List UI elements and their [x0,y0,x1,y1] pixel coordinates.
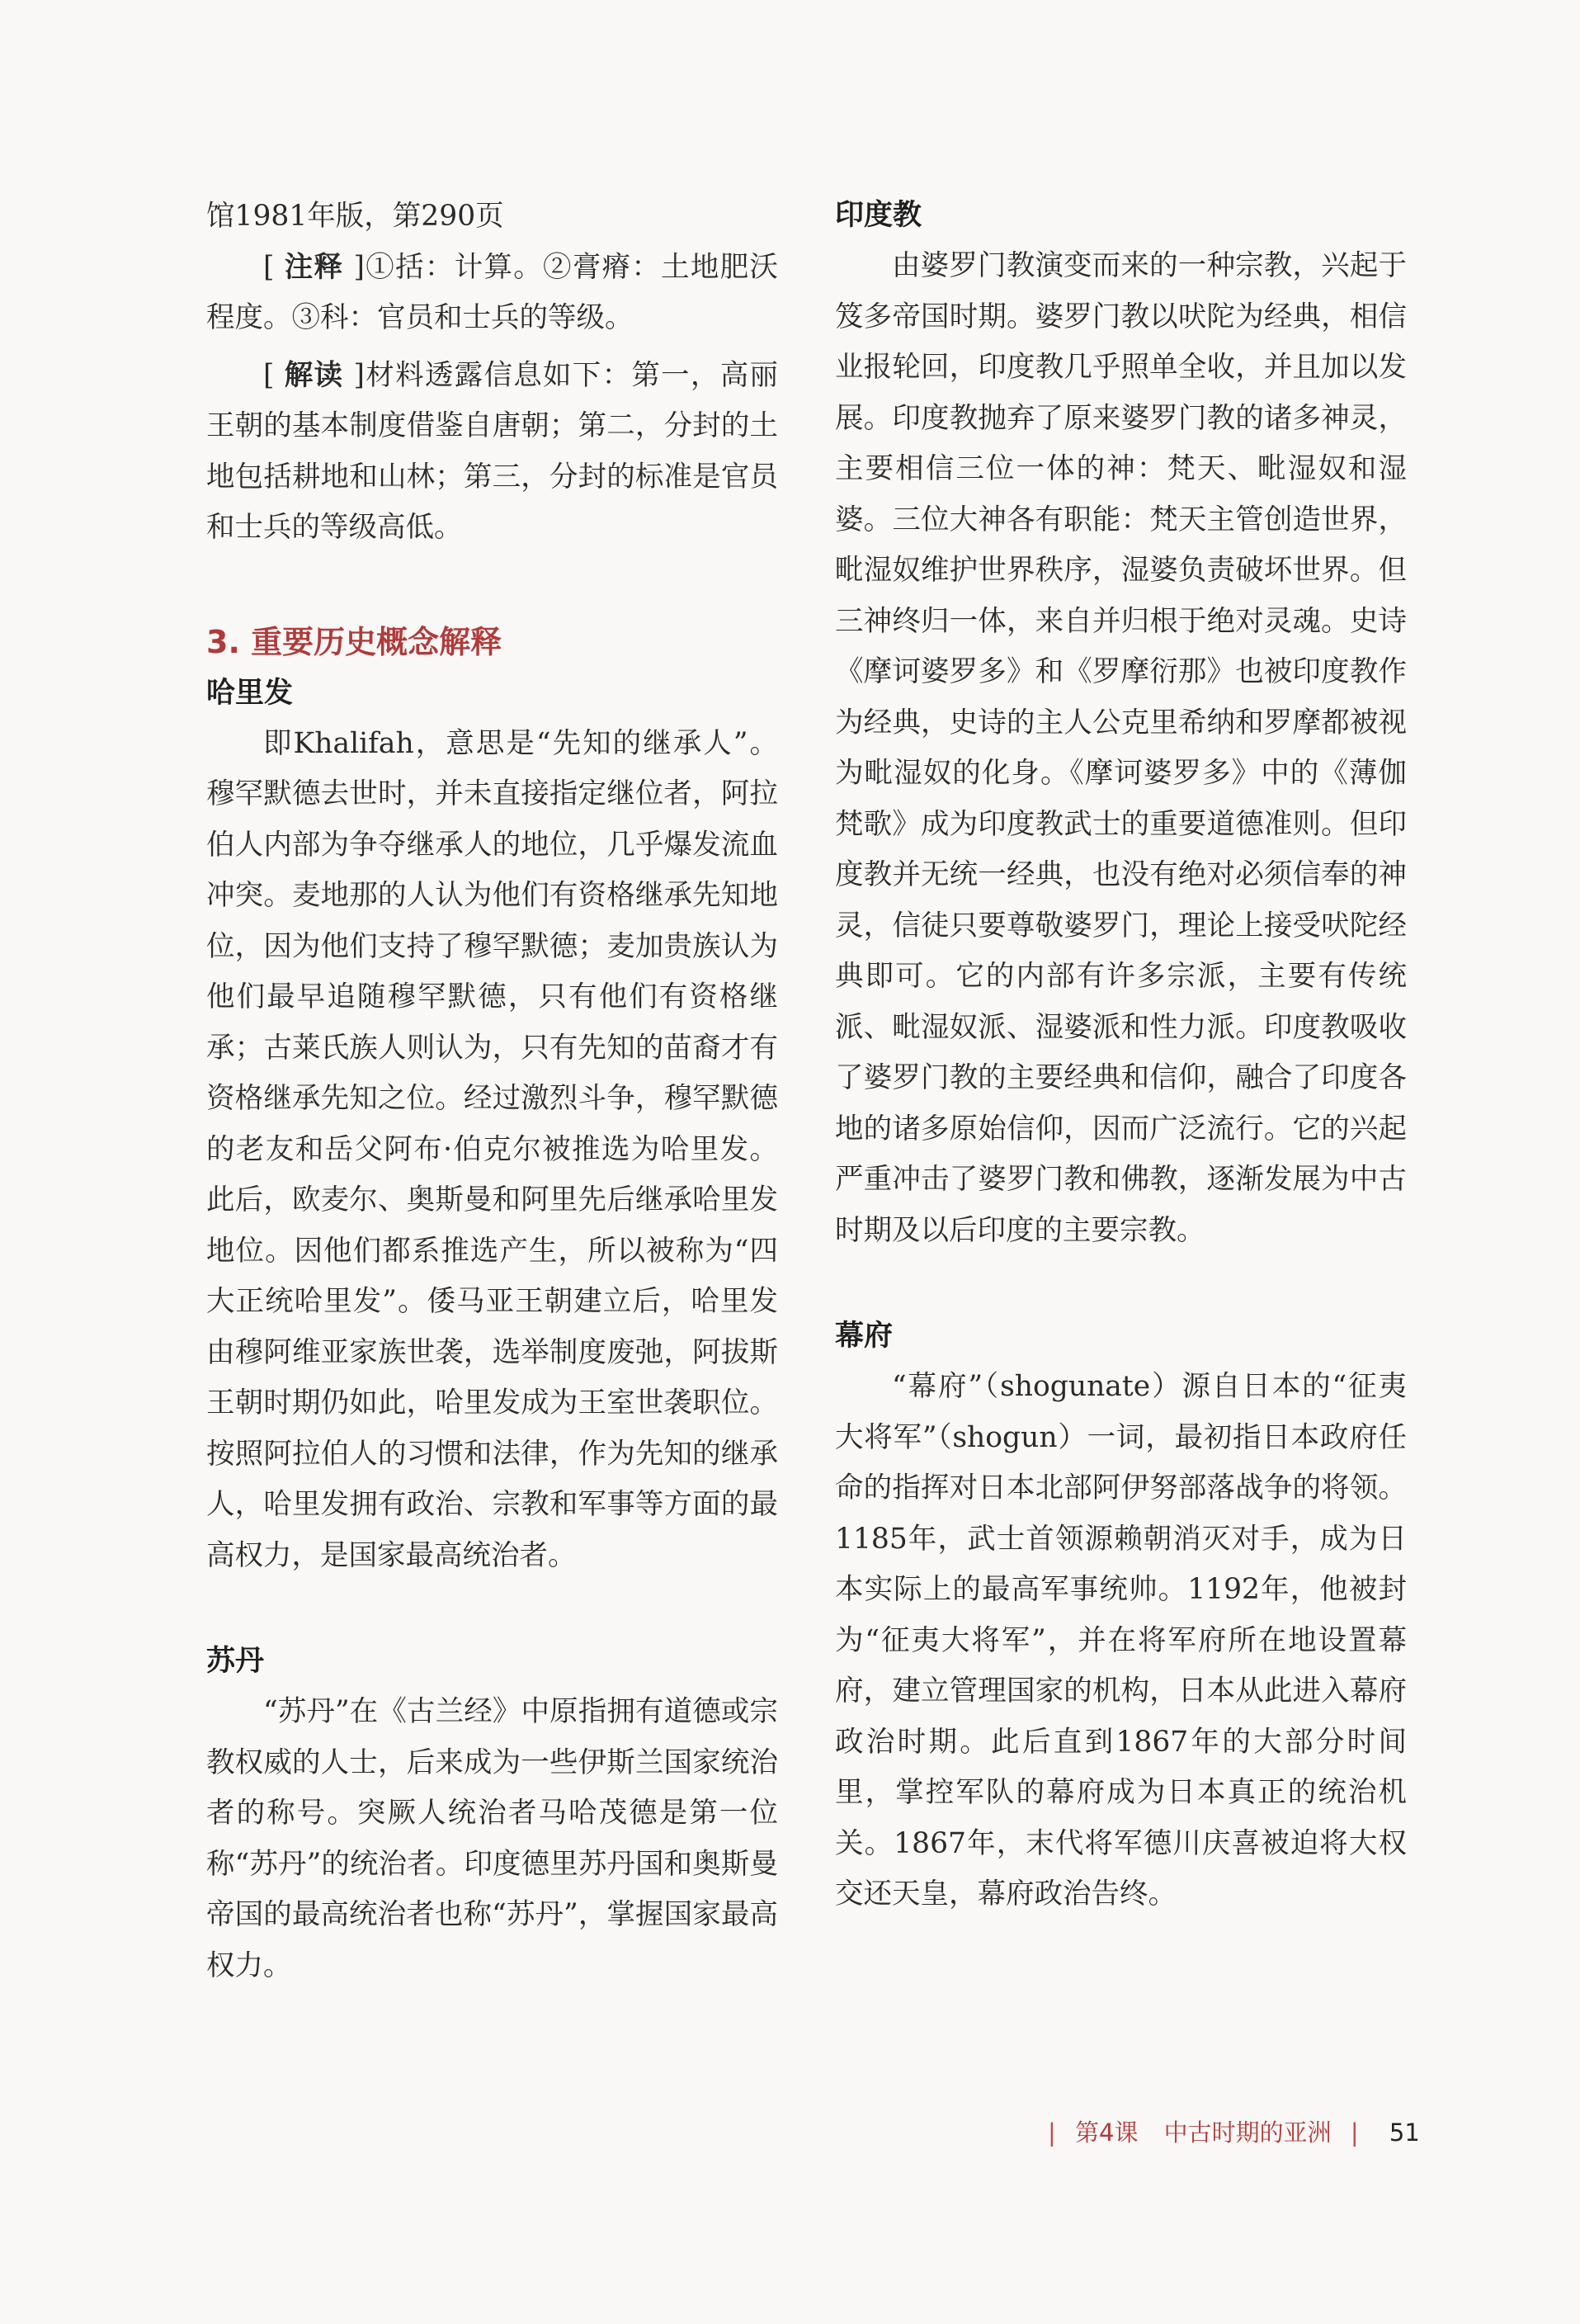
interpretation-paragraph: [ 解读 ]材料透露信息如下：第一，高丽王朝的基本制度借鉴自唐朝；第二，分封的土地包括耕地和山林；第三，分封的标准是官员和士兵的等级高低。 [206,358,779,544]
shogunate-text: “幕府”（shogunate）源自日本的“征夷大将军”（shogun）一词，最初指日本政府任命的指挥对日本北部阿伊努部落战争的将领。1185年，武士首领源赖朝消灭对手，成为日本实际上的最高军事统帅。1192年，他被封为“征夷大将军”，并在将军府所在地设置幕府，建立管理国家的机构，日本从此进入幕府政治时期。此后直到1867年的大部分时间里，掌控军队的幕府成为日本真正的统治机关。1867年，末代将军德川庆喜被迫将大权交还天皇，幕府政治告终。 [835,1370,1407,1911]
annotation-paragraph: [ 注释 ]①括：计算。②膏瘠：土地肥沃程度。③科：官员和士兵的等级。 [206,250,779,334]
sultan-heading: 苏丹 [206,1645,265,1678]
right-column [835,191,1407,1920]
left-column [206,191,778,1991]
sultan-text: “苏丹”在《古兰经》中原指拥有道德或宗教权威的人士，后来成为一些伊斯兰国家统治者的称号。突厥人统治者马哈茂德是第一位称“苏丹”的统治者。印度德里苏丹国和奥斯曼帝国的最高统治者也称“苏丹”，掌握国家最高权力。 [206,1695,778,1982]
caliph-heading: 哈里发 [206,676,294,710]
interpretation-label: 解读 [284,358,344,392]
hinduism-heading: 印度教 [835,199,922,232]
annotation-label: 注释 [284,250,344,284]
section-title: 3. 重要历史概念解释 [206,623,502,660]
footer-divider: | [1048,2119,1056,2147]
annotation-text: ①括：计算。②膏瘠：土地肥沃程度。③科：官员和士兵的等级。 [206,250,779,334]
footer-lesson: 第4课 [1075,2119,1139,2147]
footer-divider: | [1350,2119,1359,2147]
footer-topic: 中古时期的亚洲 [1163,2119,1332,2147]
hinduism-text: 由婆罗门教演变而来的一种宗教，兴起于笈多帝国时期。婆罗门教以吠陀为经典，相信业报轮回，印度教几乎照单全收，并且加以发展。印度教抛弃了原来婆罗门教的诸多神灵，主要相信三位一体的神：梵天、毗湿奴和湿婆。三位大神各有职能：梵天主管创造世界，毗湿奴维护世界秩序，湿婆负责破坏世界。但三神终归一体，来自并归根于绝对灵魂。史诗《摩诃婆罗多》和《罗摩衍那》也被印度教作为经典，史诗的主人公克里希纳和罗摩都被视为毗湿奴的化身。《摩诃婆罗多》中的《薄伽梵歌》成为印度教武士的重要道德准则。但印度教并无统一经典，也没有绝对必须信奉的神灵，信徒只要尊敬婆罗门，理论上接受吠陀经典即可。它的内部有许多宗派，主要有传统派、毗湿奴派、湿婆派和性力派。印度教吸收了婆罗门教的主要经典和信仰，融合了印度各地的诸多原始信仰，因而广泛流行。它的兴起严重冲击了婆罗门教和佛教，逐渐发展为中古时期及以后印度的主要宗教。 [835,249,1407,1247]
caliph-text: 即Khalifah，意思是“先知的继承人”。穆罕默德去世时，并未直接指定继位者，阿拉伯人内部为争夺继承人的地位，几乎爆发流血冲突。麦地那的人认为他们有资格继承先知地位，因为他们支持了穆罕默德；麦加贵族认为他们最早追随穆罕默德，只有他们有资格继承；古莱氏族人则认为，只有先知的苗裔才有资格继承先知之位。经过激烈斗争，穆罕默德的老友和岳父阿布·伯克尔被推选为哈里发。此后，欧麦尔、奥斯曼和阿里先后继承哈里发地位。因他们都系推选产生，所以被称为“四大正统哈里发”。倭马亚王朝建立后，哈里发由穆阿维亚家族世袭，选举制度废弛，阿拔斯王朝时期仍如此，哈里发成为王室世袭职位。按照阿拉伯人的习惯和法律，作为先知的继承人，哈里发拥有政治、宗教和军事等方面的最高权力，是国家最高统治者。 [206,726,778,1572]
page-footer [1048,2114,1420,2148]
shogunate-heading: 幕府 [835,1320,894,1353]
interpretation-text: 材料透露信息如下：第一，高丽王朝的基本制度借鉴自唐朝；第二，分封的土地包括耕地和山林；第三，分封的标准是官员和士兵的等级高低。 [206,358,779,544]
intro-continued: 馆1981年版，第290页 [206,200,504,233]
page-number: 51 [1389,2119,1420,2147]
